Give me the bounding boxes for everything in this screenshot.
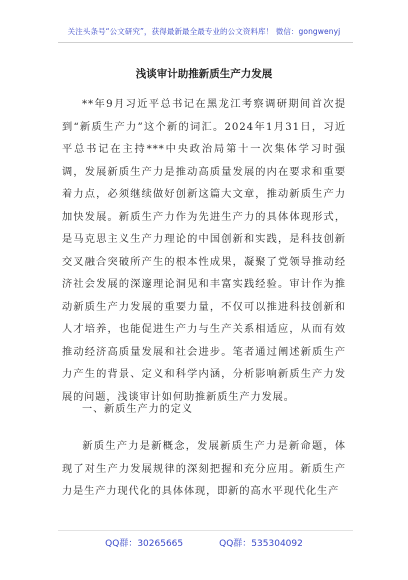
footer-qq-group-2: QQ群：535304092 — [219, 539, 303, 549]
paragraph-intro — [62, 94, 346, 409]
document-title: 浅谈审计助推新质生产力发展 — [135, 68, 273, 80]
footer-qq-group-1: QQ群：30265665 — [105, 539, 184, 549]
section-heading-definition: 一、新质生产力的定义 — [82, 404, 193, 415]
paragraph-definition — [62, 436, 346, 504]
header-divider — [58, 42, 353, 43]
paragraph-definition-text: 新质生产力是新概念，发展新质生产力是新命题，体现了对生产力发展规律的深刻把握和充分应用。新质生产力是生产力现代化的具体体现，即新的高水平现代化生产 — [62, 441, 346, 497]
paragraph-intro-text: **年9月习近平总书记在黑龙江考察调研期间首次提到“新质生产力”这个新的词汇。2024年1月31日，习近平总书记在主持***中央政治局第十一次集体学习时强调，发展新质生产力是推动高质量发展的内在要求和重要着力点，必须继续做好创新这篇大文章，推动新质生产力加快发展。新质生产力作为先进生产力的具体体现形式，是马克思主义生产力理论的中国创新和实践，是科技创新交叉融合突破所产生的根本性成果，凝聚了党领导推动经济社会发展的深邃理论洞见和丰富实践经验。审计作为推动新质生产力发展的重要力量，不仅可以推进科技创新和人才培养，也能促进生产力与生产关系相适应，从而有效推动经济高质量发展和社会进步。笔者通过阐述新质生产力产生的背景、定义和科学内涵，分析影响新质生产力发展的问题，浅谈审计如何助推新质生产力发展。 — [62, 99, 346, 403]
footer — [0, 536, 408, 549]
footer-divider — [58, 530, 353, 531]
header-banner: 关注头条号“公文研究”，获得最新最全最专业的公文资料库！ 微信：gongwenyj — [67, 27, 341, 36]
